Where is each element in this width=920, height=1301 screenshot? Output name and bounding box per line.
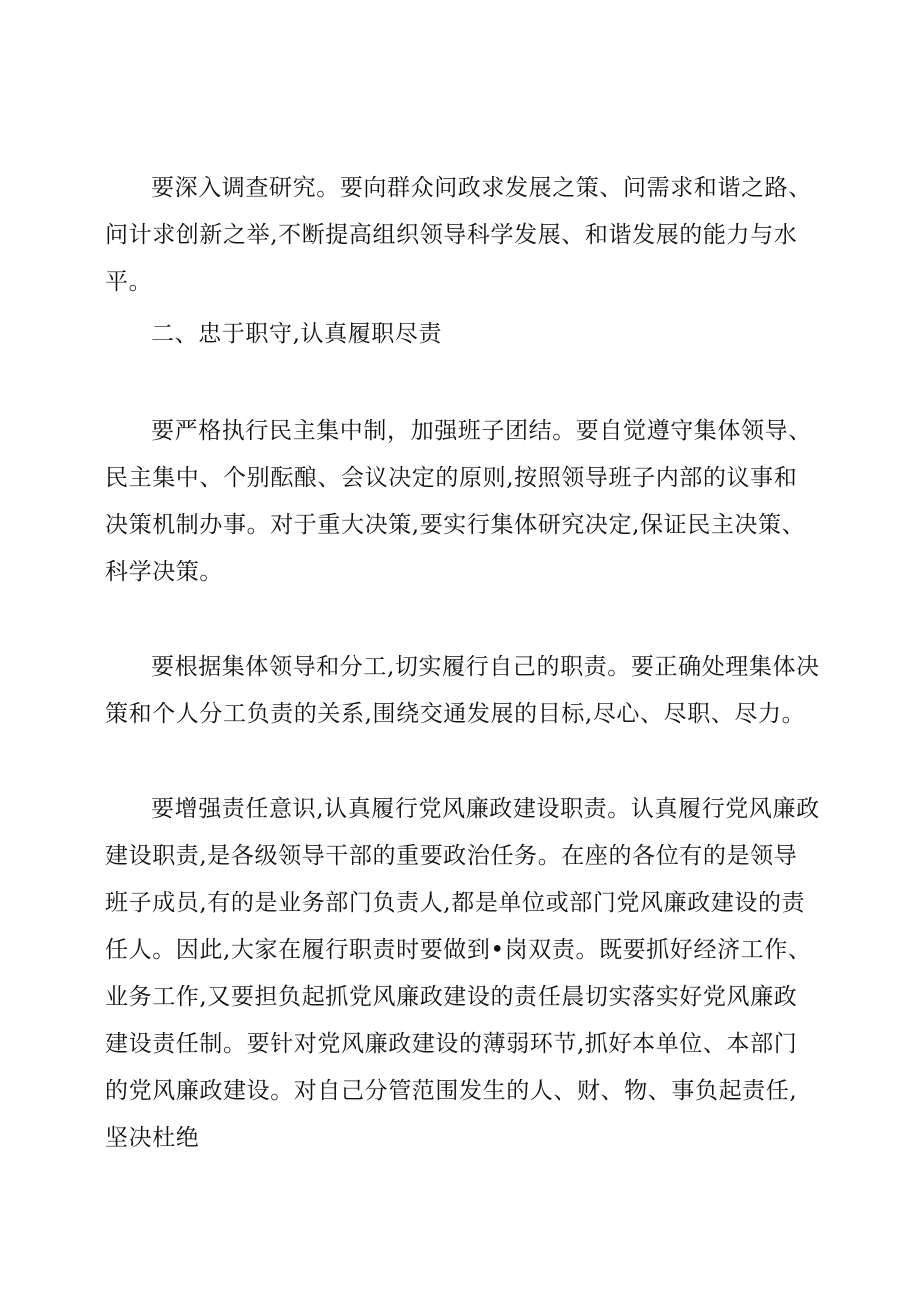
- paragraph-democratic-centralism: 要严格执行民主集中制，加强班子团结。要自觉遵守集体领导、民主集中、个别酝酿、会议决定的原则,按照领导班子内部的议事和决策机制办事。对于重大决策,要实行集体研究决定,保证民主决策、科学决策。: [105, 418, 812, 585]
- section-heading: 二、忠于职守,认真履职尽责: [151, 321, 443, 347]
- paragraph-division-of-duties: 要根据集体领导和分工,切实履行自己的职责。要正确处理集体决策和个人分工负责的关系,围绕交通发展的目标,尽心、尽职、尽力。: [105, 654, 820, 727]
- paragraph-research: 要深入调查研究。要向群众问政求发展之策、问需求和谐之路、问计求创新之举,不断提高组织领导科学发展、和谐发展的能力与水平。: [105, 175, 812, 295]
- paragraph-responsibility: 要增强责任意识,认真履行党风廉政建设职责。认真履行党风廉政建设职责,是各级领导干部的重要政治任务。在座的各位有的是领导班子成员,有的是业务部门负责人,都是单位或部门党风廉政建设的责任人。因此,大家在履行职责时要做到•岗双责。既要抓好经济工作、业务工作,又要担负起抓党风廉政建设的责任晨切实落实好党风廉政建设责任制。要针对党风廉政建设的薄弱环节,抓好本单位、本部门的党风廉政建设。对自己分管范围发生的人、财、物、事负起责任,坚决杜绝: [105, 796, 820, 1151]
